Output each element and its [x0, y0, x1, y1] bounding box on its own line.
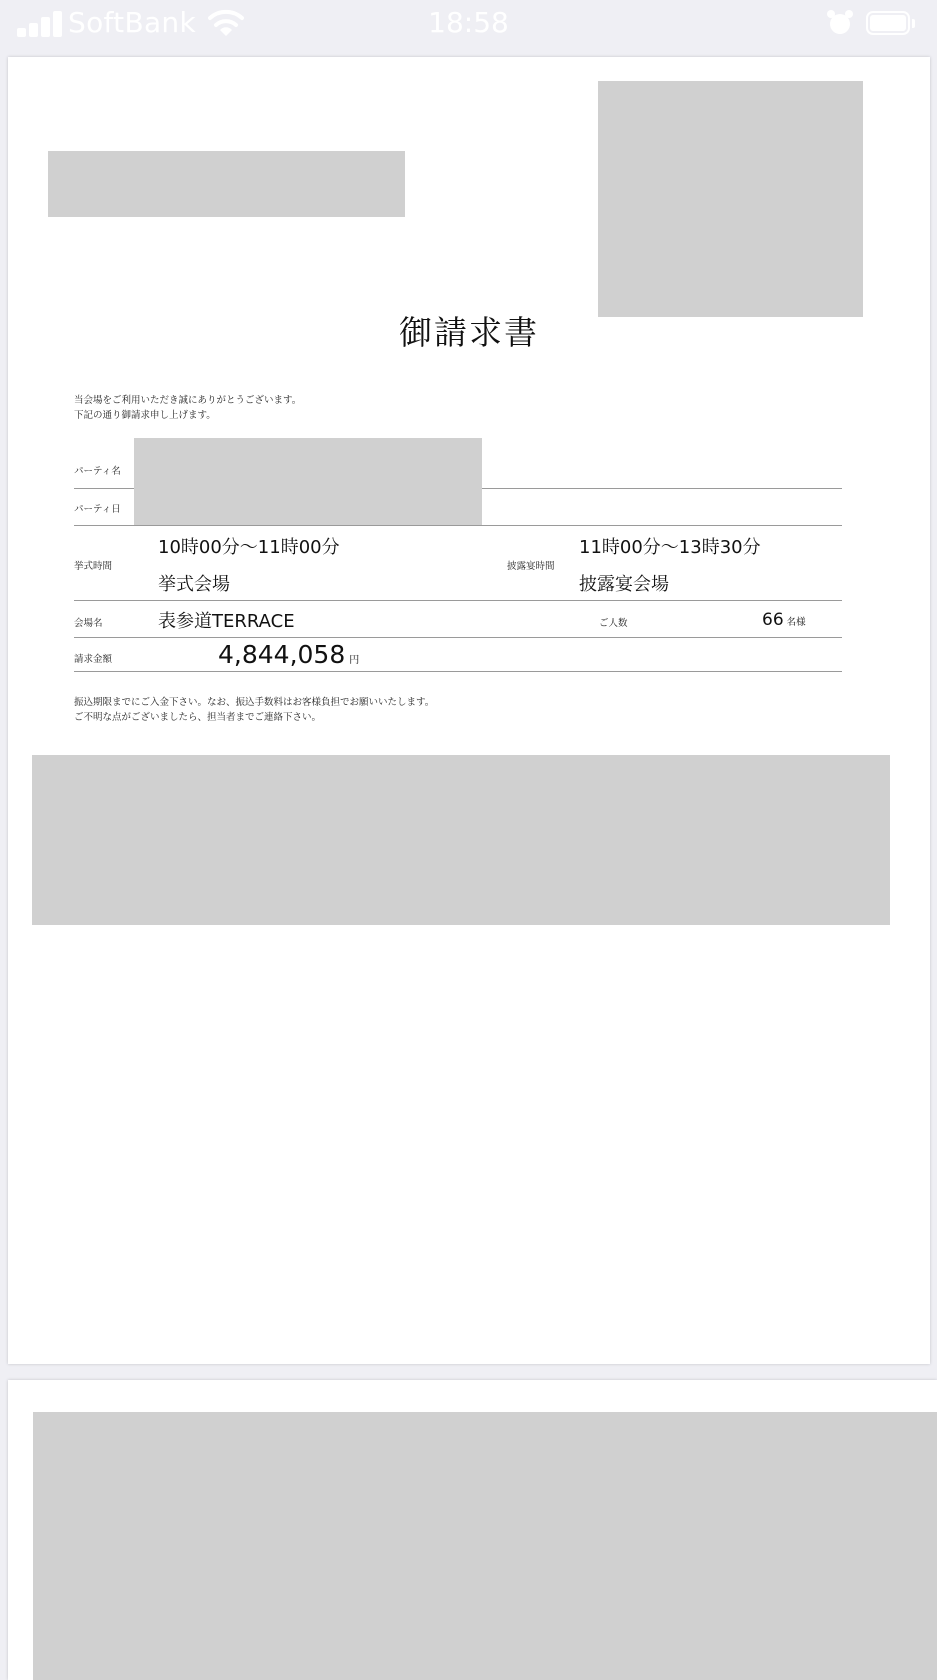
ceremony-time: 10時00分～11時00分 [158, 537, 340, 558]
reception-time: 11時00分～13時30分 [579, 537, 761, 558]
label-party-name: パーティ名 [74, 466, 121, 477]
label-ceremony-time: 挙式時間 [74, 561, 113, 572]
label-amount: 請求金額 [74, 654, 113, 665]
payment-note: 振込期限までにご入金下さい。なお、振込手数料はお客様負担でお願いいたします。 ご不明な点がございましたら、担当者までご連絡下さい。 [74, 697, 435, 723]
guest-count: 66 名様 [762, 610, 806, 630]
battery-icon [866, 11, 916, 37]
venue-name: 表参道TERRACE [158, 611, 295, 632]
reception-venue: 披露宴会場 [579, 574, 669, 595]
label-guests: ご人数 [599, 618, 628, 629]
next-page [8, 1380, 937, 1680]
label-venue-name: 会場名 [74, 618, 103, 629]
redacted-block [48, 151, 405, 217]
invoice-amount: 4,844,058 円 [218, 640, 360, 669]
redacted-block [33, 1412, 937, 1680]
row-divider [74, 600, 842, 601]
redacted-block [32, 755, 890, 925]
intro-text: 当会場をご利用いただき誠にありがとうございます。 下記の通り御請求申し上げます。 [74, 395, 302, 421]
ceremony-venue: 挙式会場 [158, 574, 230, 595]
invoice-page [8, 57, 930, 1364]
status-bar [0, 0, 937, 50]
redacted-block [598, 81, 863, 317]
alarm-icon [826, 9, 854, 37]
redacted-block [134, 438, 482, 525]
row-divider [74, 637, 842, 638]
invoice-title: 御請求書 [399, 313, 539, 352]
carrier-name: SoftBank [68, 6, 196, 39]
row-divider [74, 671, 842, 672]
label-party-date: パーティ日 [74, 504, 121, 515]
label-reception-time: 披露宴時間 [507, 561, 555, 572]
row-divider [74, 525, 842, 526]
clock-time: 18:58 [428, 6, 509, 39]
